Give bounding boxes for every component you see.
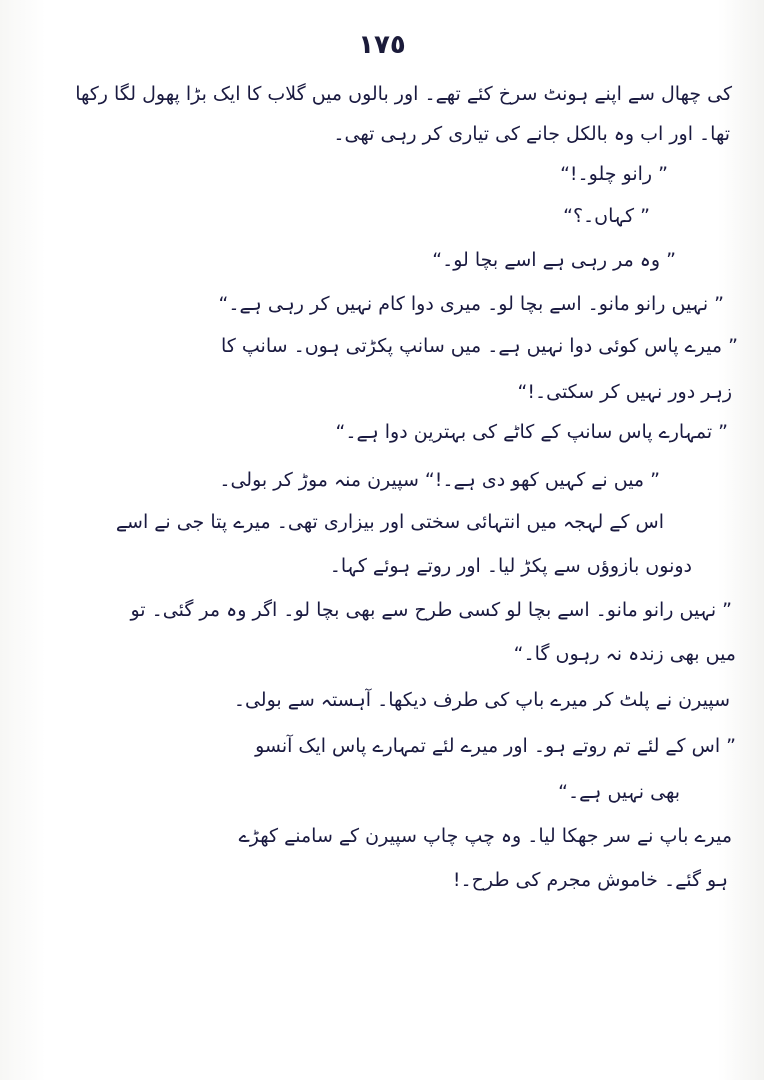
text-line-5: ” وہ مر رہی ہے اسے بچا لو۔“ (432, 249, 676, 271)
text-line-19: ہو گئے۔ خاموش مجرم کی طرح۔! (452, 869, 728, 891)
page-number: ١٧٥ (358, 30, 406, 60)
text-line-16: ” اس کے لئے تم روتے ہو۔ اور میرے لئے تمہارے پاس ایک آنسو (255, 735, 736, 757)
text-line-17: بھی نہیں ہے۔“ (558, 781, 680, 803)
text-line-14: میں بھی زندہ نہ رہوں گا۔“ (513, 643, 736, 665)
text-line-10: ” میں نے کہیں کھو دی ہے۔!“ سپیرن منہ موڑ کر بولی۔ (219, 469, 660, 491)
text-line-13: ” نہیں رانو مانو۔ اسے بچا لو کسی طرح سے بھی بچا لو۔ اگر وہ مر گئی۔ تو (130, 599, 732, 621)
text-line-3: ” رانو چلو۔!“ (560, 163, 668, 185)
text-line-8: زہر دور نہیں کر سکتی۔!“ (517, 381, 732, 403)
text-line-18: میرے باپ نے سر جھکا لیا۔ وہ چپ چاپ سپیرن کے سامنے کھڑے (238, 825, 732, 847)
text-line-7: ” میرے پاس کوئی دوا نہیں ہے۔ میں سانپ پکڑتی ہوں۔ سانپ کا (221, 335, 738, 357)
text-line-11: اس کے لہجہ میں انتہائی سختی اور بیزاری تھی۔ میرے پتا جی نے اسے (115, 511, 664, 533)
text-line-2: تھا۔ اور اب وہ بالکل جانے کی تیاری کر رہی تھی۔ (333, 123, 730, 145)
text-line-15: سپیرن نے پلٹ کر میرے باپ کی طرف دیکھا۔ آہستہ سے بولی۔ (233, 689, 730, 711)
text-line-6: ” نہیں رانو مانو۔ اسے بچا لو۔ میری دوا کام نہیں کر رہی ہے۔“ (218, 293, 724, 315)
text-line-9: ” تمہارے پاس سانپ کے کاٹے کی بہترین دوا ہے۔“ (335, 421, 728, 443)
text-line-1: کی چھال سے اپنے ہونٹ سرخ کئے تھے۔ اور بالوں میں گلاب کا ایک بڑا پھول لگا رکھا (75, 83, 732, 105)
text-line-4: ” کہاں۔؟“ (563, 205, 650, 227)
text-line-12: دونوں بازوؤں سے پکڑ لیا۔ اور روتے ہوئے کہا۔ (329, 555, 692, 577)
